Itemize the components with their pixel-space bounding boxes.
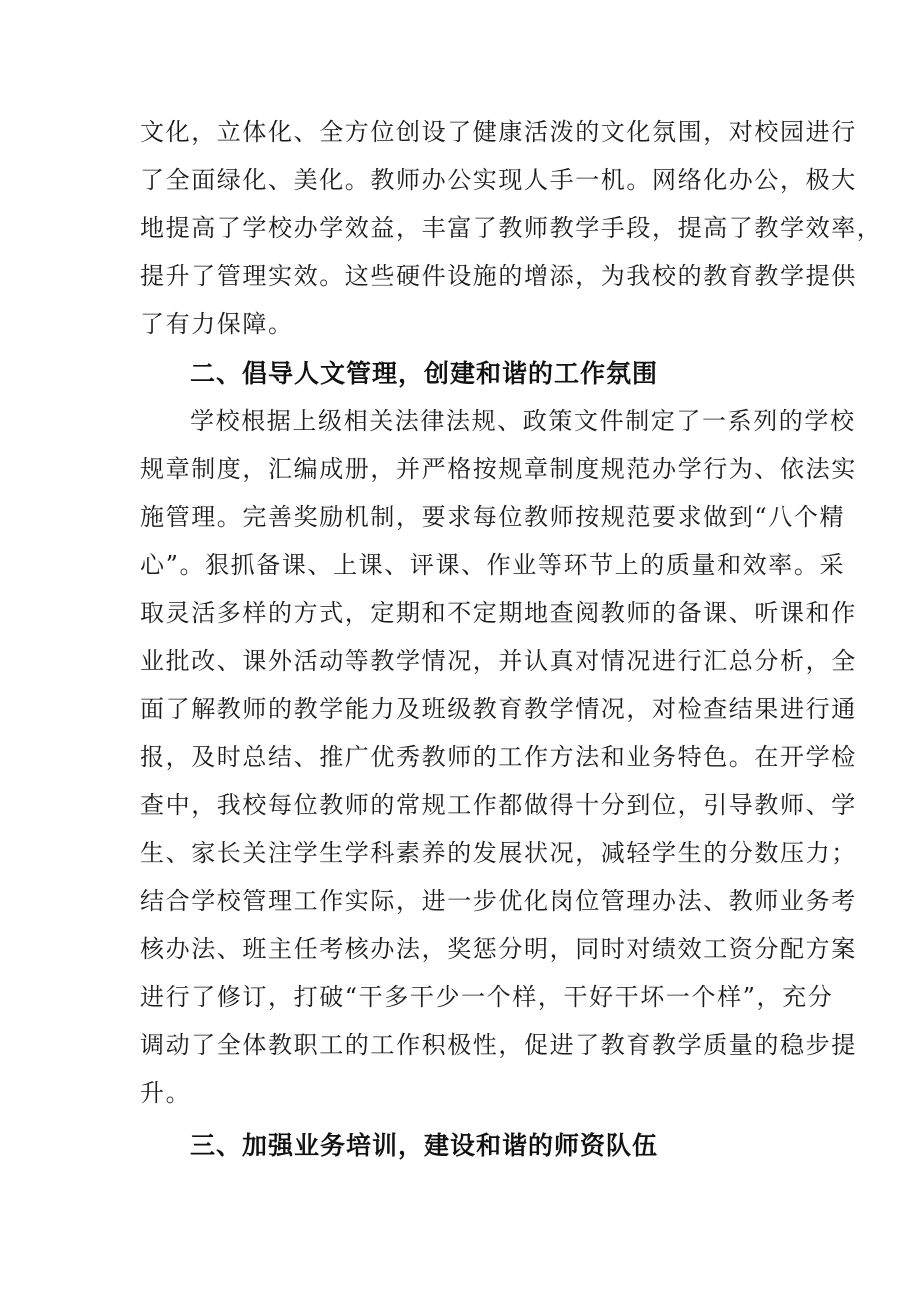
paragraph-2-line: 查中，我校每位教师的常规工作都做得十分到位，引导教师、学 — [140, 791, 857, 819]
paragraph-2-line: 学校根据上级相关法律法规、政策文件制定了一系列的学校 — [190, 407, 856, 435]
paragraph-2-line: 施管理。完善奖励机制，要求每位教师按规范要求做到“八个精 — [140, 503, 846, 531]
paragraph-1-line: 提升了管理实效。这些硬件设施的增添，为我校的教育教学提供 — [140, 262, 857, 290]
paragraph-1-line: 地提高了学校办学效益，丰富了教师教学手段，提高了教学效率， — [140, 214, 883, 242]
paragraph-2-line: 调动了全体教职工的工作积极性，促进了教育教学质量的稳步提 — [140, 1031, 857, 1059]
paragraph-2-line: 规章制度，汇编成册，并严格按规章制度规范办学行为、依法实 — [140, 455, 857, 483]
paragraph-2-line: 业批改、课外活动等教学情况，并认真对情况进行汇总分析，全 — [140, 647, 857, 675]
section-heading-2: 二、倡导人文管理，创建和谐的工作氛围 — [190, 359, 659, 388]
paragraph-2-line: 进行了修订，打破“干多干少一个样，干好干坏一个样”，充分 — [140, 983, 834, 1011]
paragraph-2-line: 面了解教师的教学能力及班级教育教学情况，对检查结果进行通 — [140, 695, 857, 723]
paragraph-2-line: 生、家长关注学生学科素养的发展状况，减轻学生的分数压力； — [140, 839, 857, 867]
paragraph-1-line: 文化，立体化、全方位创设了健康活泼的文化氛围，对校园进行 — [140, 118, 857, 146]
paragraph-2-line: 报，及时总结、推广优秀教师的工作方法和业务特色。在开学检 — [140, 743, 857, 771]
paragraph-2-line: 升。 — [140, 1079, 192, 1107]
section-heading-3: 三、加强业务培训，建设和谐的师资队伍 — [190, 1131, 659, 1160]
paragraph-2-line: 结合学校管理工作实际，进一步优化岗位管理办法、教师业务考 — [140, 887, 857, 915]
paragraph-2-line: 取灵活多样的方式，定期和不定期地查阅教师的备课、听课和作 — [140, 599, 857, 627]
paragraph-2-line: 核办法、班主任考核办法，奖惩分明，同时对绩效工资分配方案 — [140, 935, 857, 963]
paragraph-2-line: 心”。狠抓备课、上课、评课、作业等环节上的质量和效率。采 — [140, 551, 846, 579]
paragraph-1-line: 了有力保障。 — [140, 310, 294, 338]
paragraph-1-line: 了全面绿化、美化。教师办公实现人手一机。网络化办公，极大 — [140, 166, 857, 194]
